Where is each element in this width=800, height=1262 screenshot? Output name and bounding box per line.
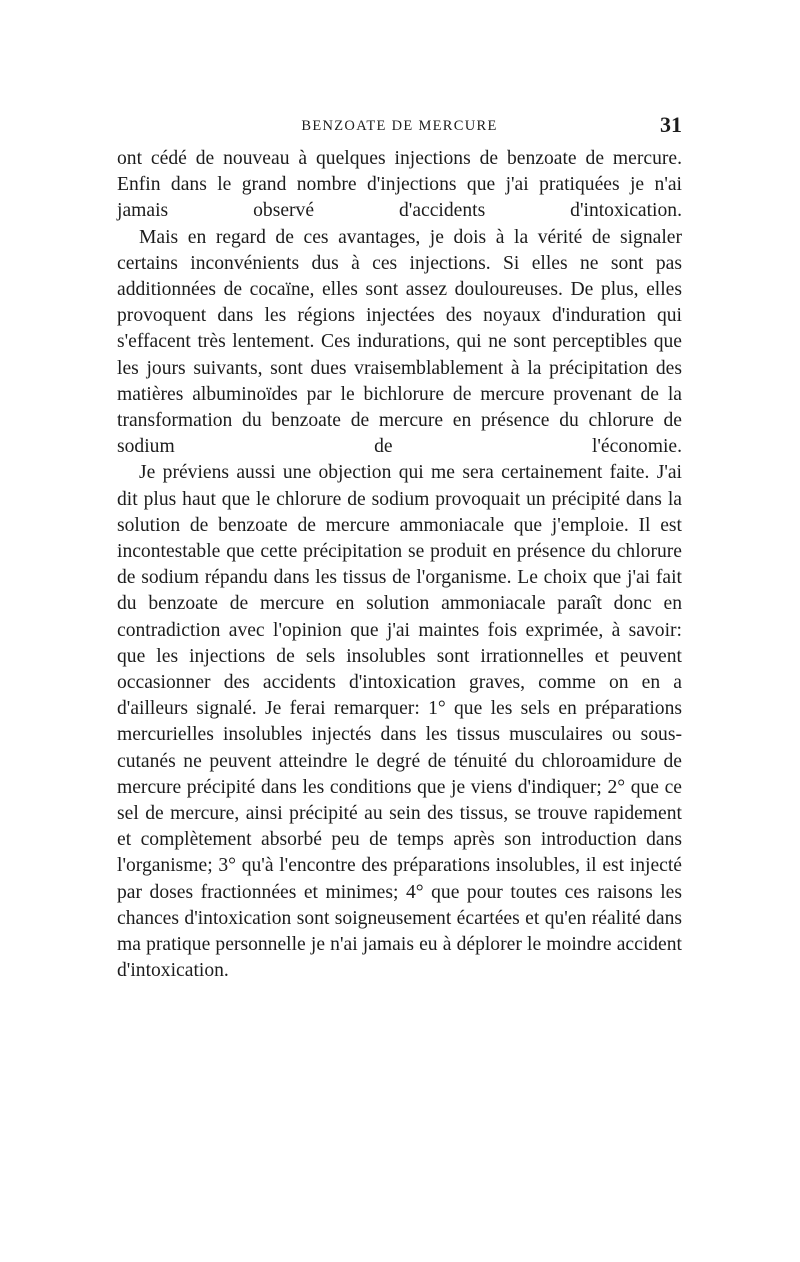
paragraph-inconvenients: Mais en regard de ces avantages, je dois à la vérité de signaler certains inconvénients dus à ces injections. Si elles ne sont pas additionnées de cocaïne, elles sont assez douloureuses. De plus, elles provoquent dans les régions injectées des noyaux d'induration qui s'effacent très lentement. Ces indurations, qui ne sont perceptibles que les jours suivants, sont dues vraisemblablement à la précipitation des matières albuminoïdes par le bichlorure de mercure provenant de la transformation du benzoate de mercure en présence du chlorure de sodium de l'économie. [117, 226, 682, 458]
running-head [117, 112, 682, 146]
running-title: BENZOATE DE MERCURE [301, 118, 498, 134]
paragraph-objection: Je préviens aussi une objection qui me sera certainement faite. J'ai dit plus haut que le chlorure de sodium provoquait un précipité dans la solution de benzoate de mercure ammoniacale que j'emploie. Il est incontestable que cette précipitation se produit en présence du chlorure de sodium répandu dans les tissus de l'organisme. Le choix que j'ai fait du benzoate de mercure en solution ammoniacale paraît donc en contradiction avec l'opinion que j'ai maintes fois exprimée, à savoir: que les injections de sels insolubles sont irrationnelles et peuvent occasionner des accidents d'intoxication graves, comme on en a d'ailleurs signalé. Je ferai remarquer: 1° que les sels en préparations mercurielles insolubles injectés dans les tissus musculaires ou sous-cutanés ne peuvent atteindre le degré de ténuité du chloroamidure de mercure précipité dans les conditions que je viens d'indiquer; 2° que ce sel de mercure, ainsi précipité au sein des tissus, se trouve rapidement et complètement absorbé peu de temps après son introduction dans l'organisme; 3° qu'à l'encontre des préparations insolubles, il est injecté par doses fractionnées et minimes; 4° que pour toutes ces raisons les chances d'intoxication sont soigneusement écartées et qu'en réalité dans ma pratique personnelle je n'ai jamais eu à déplorer le moindre accident d'intoxication. [117, 462, 682, 982]
paragraph-continuation: ont cédé de nouveau à quelques injections de benzoate de mercure. Enfin dans le grand nombre d'injections que j'ai pratiquées je n'ai jamais observé d'accidents d'intoxication. [117, 148, 682, 222]
page-number: 31 [660, 112, 682, 137]
book-page [117, 112, 682, 985]
body-text [117, 146, 682, 985]
